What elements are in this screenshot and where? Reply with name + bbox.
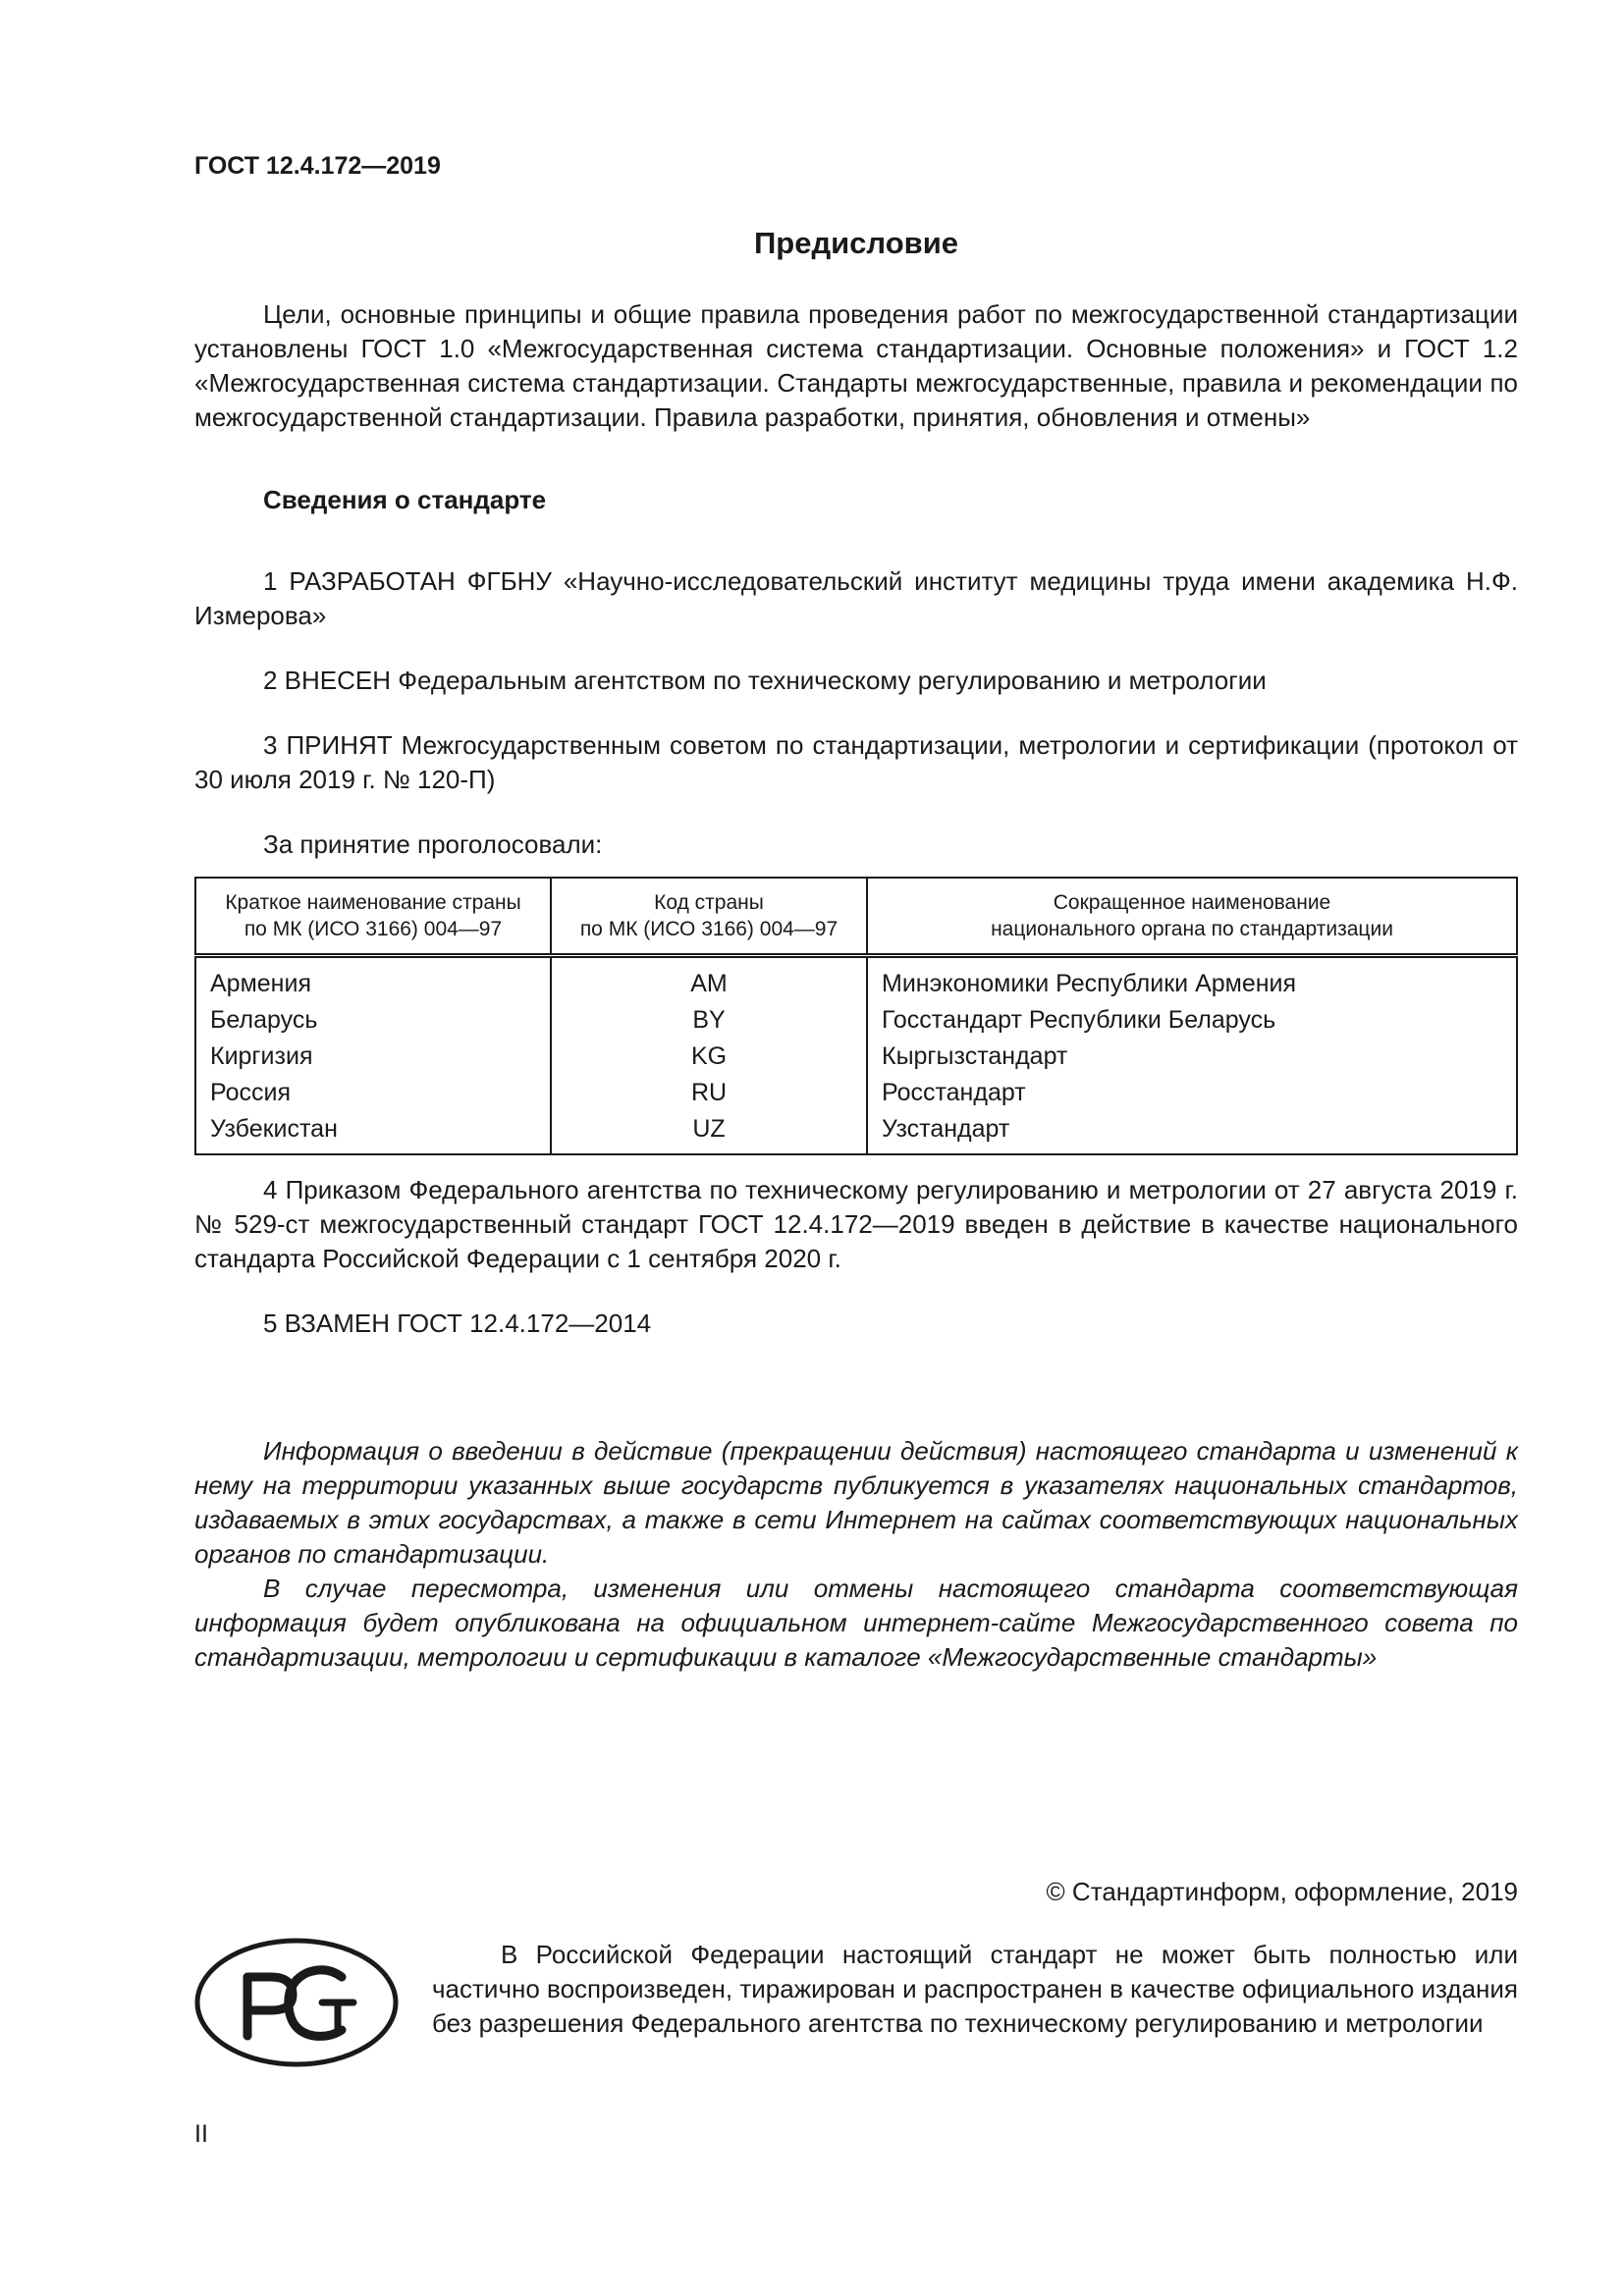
country-cell: Беларусь (195, 1002, 551, 1039)
header-country-name (195, 878, 551, 956)
header-country-code-line1: Код страны (654, 891, 764, 914)
copyright-line: © Стандартинформ, оформление, 2019 (1046, 1877, 1518, 1906)
table-row (195, 1075, 1517, 1111)
code-cell: AM (551, 956, 867, 1003)
item-5-text: 5 ВЗАМЕН ГОСТ 12.4.172—2014 (263, 1308, 652, 1338)
body-cell: Узстандарт (882, 1115, 1010, 1143)
document-code: ГОСТ 12.4.172—2019 (194, 152, 441, 180)
item-5 (194, 1307, 1518, 1341)
table-row (195, 956, 1517, 1003)
body-cell: Росстандарт (882, 1079, 1026, 1106)
header-country-code-line2: по МК (ИСО 3166) 004—97 (579, 918, 839, 940)
country-cell: Россия (195, 1075, 551, 1111)
rst-certification-logo-icon (192, 1934, 401, 2071)
intro-section (194, 297, 1518, 435)
item-4-text: 4 Приказом Федерального агентства по техническому регулированию и метрологии от 27 августа 2019 г. № 529-ст межгосударственный стандарт ГОСТ 12.4.172—2019 введен в действие в качестве национального стандарта Российской Федерации с 1 сентября 2020 г. (194, 1175, 1518, 1273)
item-3-text: 3 ПРИНЯТ Межгосударственным советом по стандартизации, метрологии и сертификации (протокол от 30 июля 2019 г. № 120-П) (194, 730, 1518, 794)
country-cell: Узбекистан (195, 1111, 551, 1154)
country-cell: Киргизия (195, 1039, 551, 1075)
item-2 (194, 664, 1518, 698)
italic-note-1: Информация о введении в действие (прекращении действия) настоящего стандарта и изменений к нему на территории указанных выше государств публикуется в указателях национальных стандартов, издаваемых в этих государствах, а также в сети Интернет на сайтах соответствующих национальных органов по стандартизации. (194, 1436, 1518, 1569)
header-standards-body (867, 878, 1517, 956)
body-cell: Госстандарт Республики Беларусь (882, 1006, 1276, 1034)
voting-countries-table (194, 877, 1518, 1155)
header-standards-body-line2: национального органа по стандартизации (991, 918, 1393, 940)
table-row (195, 1111, 1517, 1154)
table-row (195, 1002, 1517, 1039)
item-1-text: 1 РАЗРАБОТАН ФГБНУ «Научно-исследовательский институт медицины труда имени академика Н.Ф. Измерова» (194, 566, 1518, 630)
code-cell: RU (551, 1075, 867, 1111)
vote-label: За принятие проголосовали: (263, 829, 603, 859)
reproduction-notice-text: В Российской Федерации настоящий стандарт не может быть полностью или частично воспроизведен, тиражирован и распространен в качестве официального издания без разрешения Федерального агентства по техническому регулированию и метрологии (432, 1940, 1518, 2038)
code-cell: KG (551, 1039, 867, 1075)
intro-paragraph: Цели, основные принципы и общие правила проведения работ по межгосударственной стандартизации установлены ГОСТ 1.0 «Межгосударственная система стандартизации. Основные положения» и ГОСТ 1.2 «Межгосударственная система стандартизации. Стандарты межгосударственные, правила и рекомендации по межгосударственной стандартизации. Правила разработки, принятия, обновления и отмены» (194, 299, 1518, 432)
item-2-text: 2 ВНЕСЕН Федеральным агентством по техническому регулированию и метрологии (263, 666, 1267, 695)
table-row (195, 1039, 1517, 1075)
country-cell: Армения (195, 956, 551, 1003)
page-title: Предисловие (753, 226, 958, 260)
reproduction-notice (432, 1938, 1518, 2041)
body-cell: Минэкономики Республики Армения (882, 970, 1297, 997)
italic-notes (194, 1434, 1518, 1675)
header-country-name-line1: Краткое наименование страны (225, 891, 521, 914)
item-3 (194, 728, 1518, 797)
italic-note-2: В случае пересмотра, изменения или отмены настоящего стандарта соответствующая информация будет опубликована на официальном интернет-сайте Межгосударственного совета по стандартизации, метрологии и сертификации в каталоге «Межгосударственные стандарты» (194, 1574, 1518, 1672)
table-header-row (195, 878, 1517, 956)
code-cell: BY (551, 1002, 867, 1039)
info-heading: Сведения о стандарте (263, 485, 547, 514)
header-standards-body-line1: Сокращенное наименование (1053, 891, 1331, 914)
item-1 (194, 564, 1518, 633)
header-country-name-line2: по МК (ИСО 3166) 004—97 (244, 918, 503, 940)
body-cell: Кыргызстандарт (882, 1042, 1068, 1070)
item-4 (194, 1173, 1518, 1276)
code-cell: UZ (551, 1111, 867, 1154)
header-country-code (551, 878, 867, 956)
page-number: II (194, 2120, 208, 2148)
